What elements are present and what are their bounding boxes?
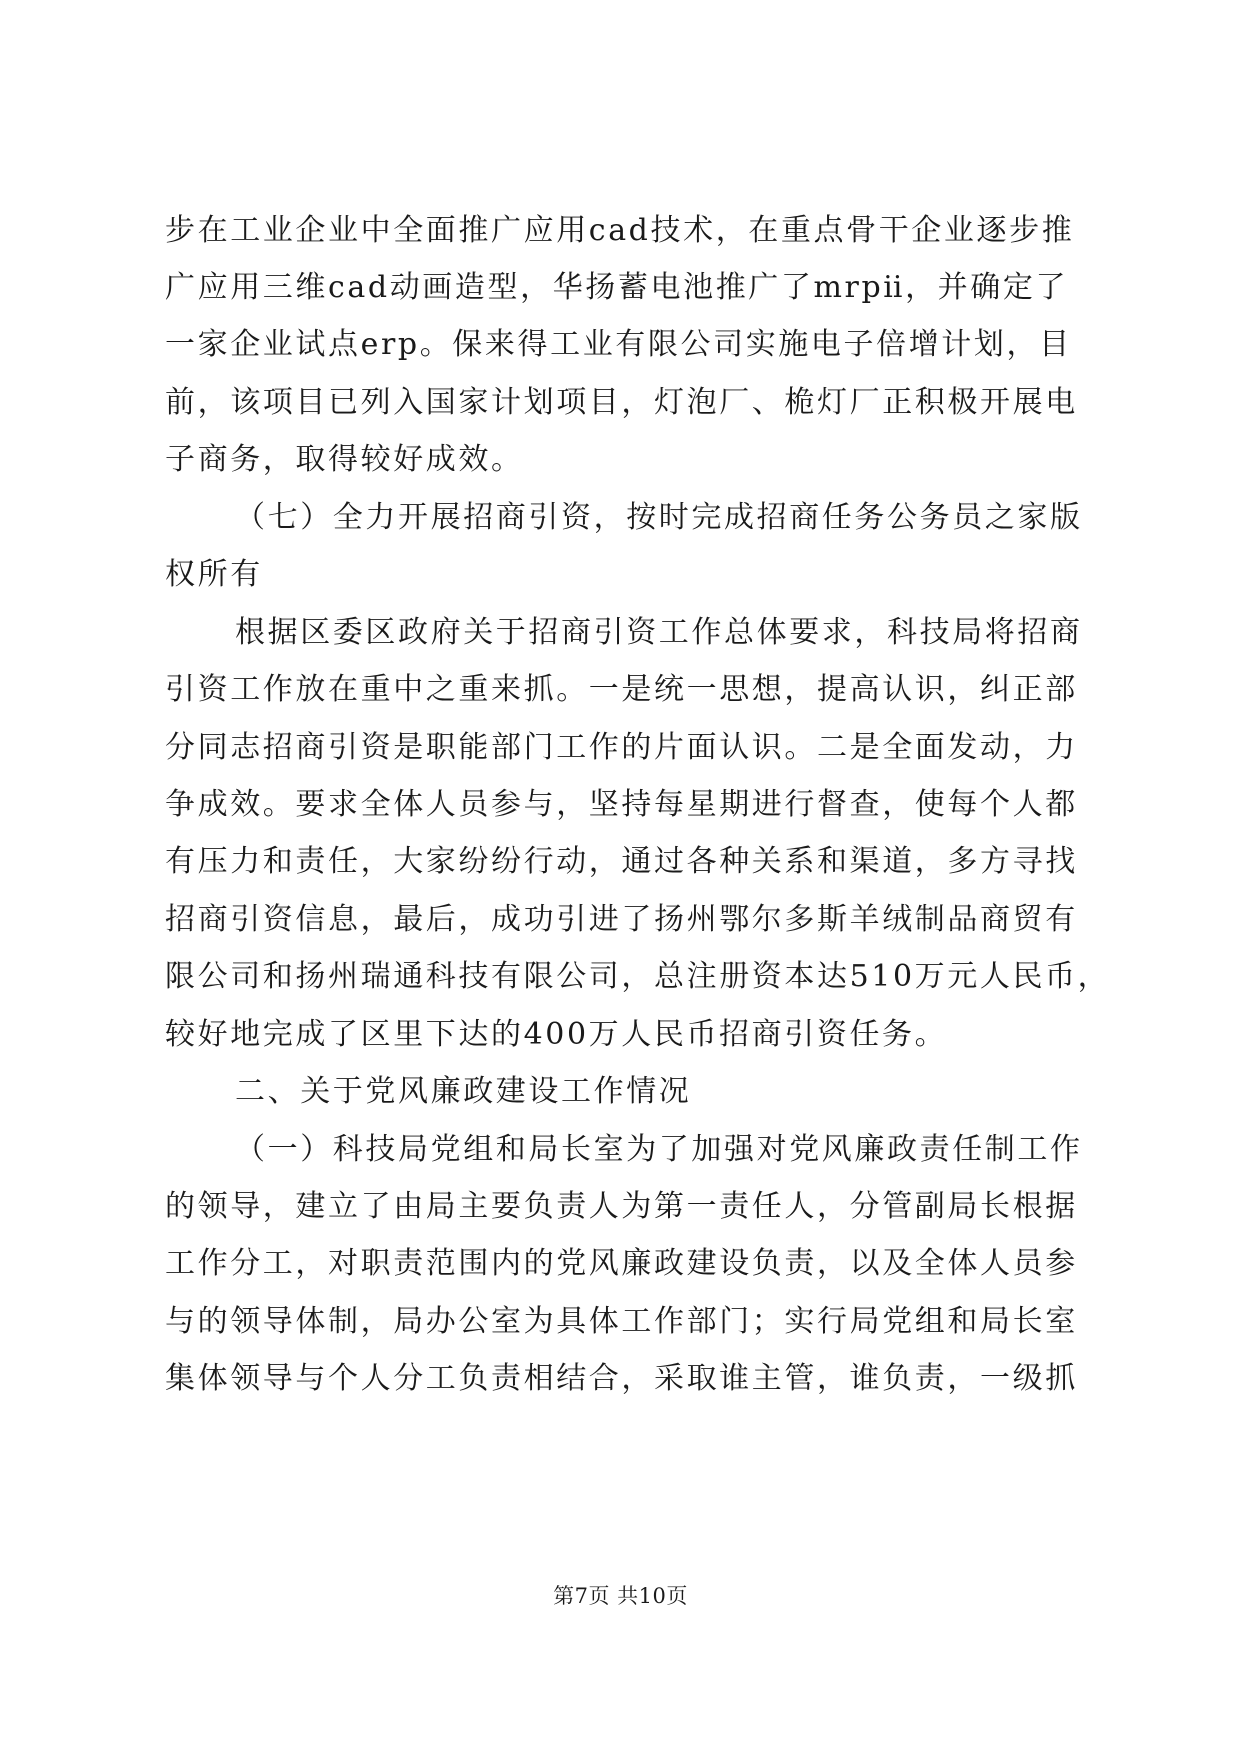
body-text-line: 前，该项目已列入国家计划项目，灯泡厂、桅灯厂正积极开展电 (165, 385, 1078, 420)
body-text-line: 集体领导与个人分工负责相结合，采取谁主管，谁负责，一级抓 (165, 1361, 1078, 1396)
body-text-line: 的领导，建立了由局主要负责人为第一责任人，分管副局长根据 (165, 1189, 1078, 1224)
section-heading-line: （七）全力开展招商引资，按时完成招商任务公务员之家版 (235, 500, 1083, 535)
page-number-footer: 第7页 共10页 (553, 1584, 688, 1608)
body-text-line: 与的领导体制，局办公室为具体工作部门；实行局党组和局长室 (165, 1304, 1078, 1339)
body-text-line: 争成效。要求全体人员参与，坚持每星期进行督查，使每个人都 (165, 787, 1078, 822)
body-text-line: 招商引资信息，最后，成功引进了扬州鄂尔多斯羊绒制品商贸有 (165, 902, 1078, 937)
body-text-line: （一）科技局党组和局长室为了加强对党风廉政责任制工作 (235, 1132, 1083, 1167)
body-text-line: 引资工作放在重中之重来抓。一是统一思想，提高认识，纠正部 (165, 672, 1078, 707)
body-text-line: 工作分工，对职责范围内的党风廉政建设负责，以及全体人员参 (165, 1246, 1078, 1281)
body-text-line: 分同志招商引资是职能部门工作的片面认识。二是全面发动，力 (165, 730, 1078, 765)
body-text-line: 步在工业企业中全面推广应用cad技术，在重点骨干企业逐步推 (165, 213, 1075, 248)
body-text-line: 较好地完成了区里下达的400万人民币招商引资任务。 (165, 1017, 948, 1052)
body-text-line: 一家企业试点erp。保来得工业有限公司实施电子倍增计划，目 (165, 327, 1072, 362)
body-text-line: 广应用三维cad动画造型，华扬蓄电池推广了mrpⅱ，并确定了 (165, 270, 1069, 305)
body-text-line: 有压力和责任，大家纷纷行动，通过各种关系和渠道，多方寻找 (165, 844, 1078, 879)
section-heading-line: 二、关于党风廉政建设工作情况 (235, 1074, 692, 1109)
body-text-line: 限公司和扬州瑞通科技有限公司，总注册资本达510万元人民币， (165, 959, 1111, 994)
body-text-line: 根据区委区政府关于招商引资工作总体要求，科技局将招商 (235, 615, 1083, 650)
section-heading-line: 权所有 (165, 557, 263, 592)
body-text-line: 子商务，取得较好成效。 (165, 442, 524, 477)
